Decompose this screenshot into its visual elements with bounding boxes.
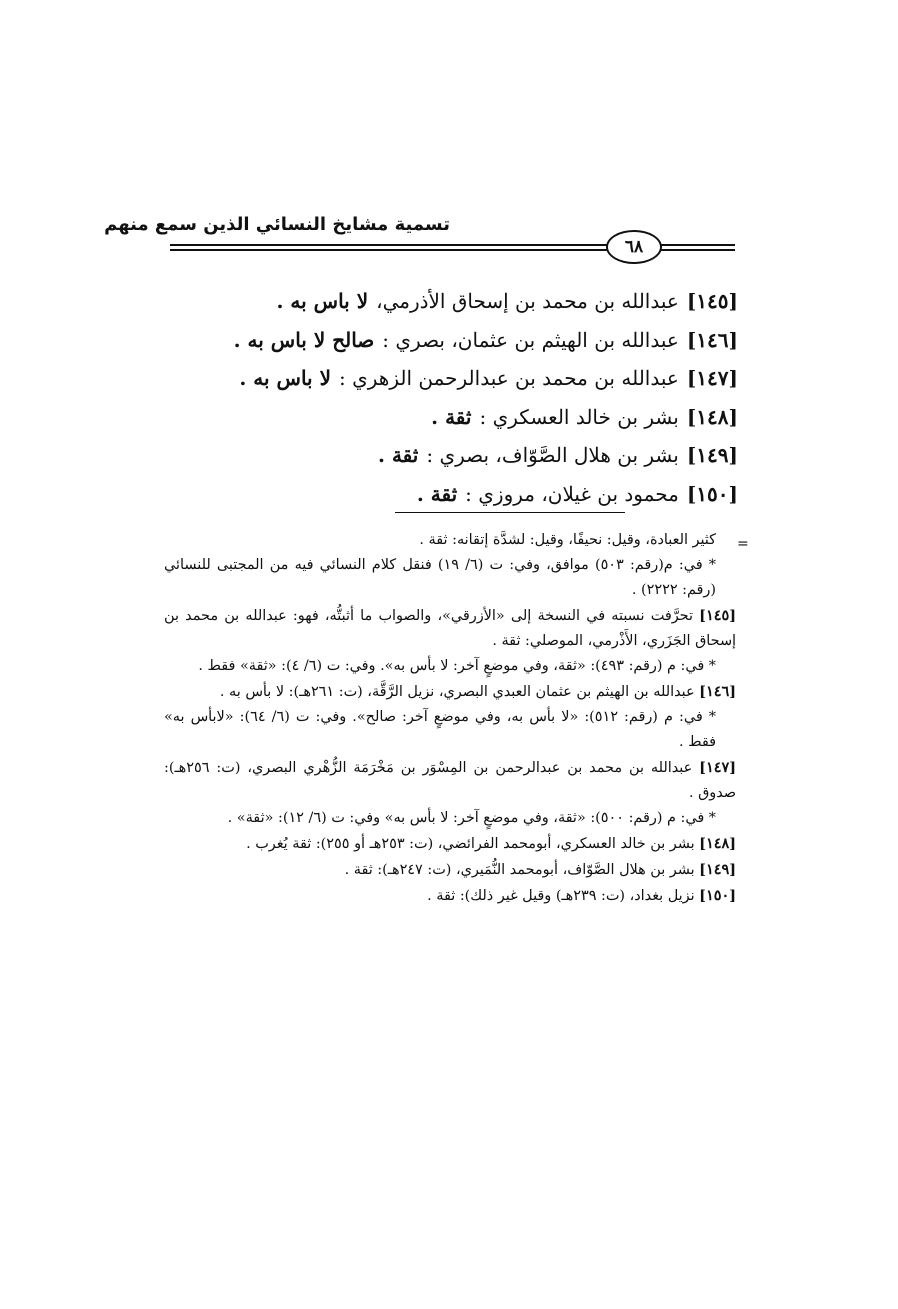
footnote-text: عبدالله بن محمد بن عبدالرحمن بن المِسْوَر بن مَخْرَمَة الزُّهْري البصري، (ت: ٢٥٦هـ): صدوق . [164, 760, 736, 801]
footnote-text: بشر بن خالد العسكري، أبومحمد الفرائضي، (ت: ٢٥٣هـ أو ٢٥٥): ثقة يُغرب . [246, 836, 695, 852]
main-entry-list [158, 282, 738, 513]
footnote-number: [١٤٩] [699, 861, 736, 878]
footnote-text: بشر بن هلال الصَّوّاف، أبومحمد النُّمَيري، (ت: ٢٤٧هـ): ثقة . [344, 862, 695, 878]
list-item [158, 475, 738, 514]
list-item [158, 436, 738, 475]
footnote-text: كثير العبادة، وقيل: نحيفًا، وقيل: لشدَّة إتقانه: ثقة . [419, 532, 716, 548]
footnote-text: نزيل بغداد، (ت: ٢٣٩هـ) وقيل غير ذلك): ثقة . [427, 888, 695, 904]
page-number: ٦٨ [606, 230, 662, 264]
entry-text: عبدالله بن محمد بن عبدالرحمن الزهري : [338, 366, 679, 390]
entry-number: [١٤٧] [686, 366, 738, 390]
entry-text: بشر بن هلال الصَّوّاف، بصري : [426, 443, 679, 467]
running-header-title: تسمية مشايخ النسائي الذين سمع منهم [104, 214, 450, 235]
footnote [164, 679, 736, 705]
entry-number: [١٥٠] [686, 481, 738, 506]
footnote-number: [١٤٨] [699, 835, 736, 852]
list-item [158, 359, 738, 398]
entry-number: [١٤٦] [686, 327, 738, 352]
entry-grade: صالح لا باس به . [233, 327, 375, 352]
footnote-number: [١٤٧] [699, 759, 736, 776]
footnote [164, 654, 736, 679]
footnote-text: تحرَّفت نسبته في النسخة إلى «الأزرقي»، والصواب ما أثبتُّه، فهو: عبدالله بن محمد بن إسحاق الجَزَري، الأَذْرمي، الموصلي: ثقة . [164, 608, 736, 649]
entry-text: بشر بن خالد العسكري : [479, 404, 679, 429]
footnote-separator [395, 512, 625, 513]
footnote-text: * في: م (رقم: ٥٠٠): «ثقة، وفي موضعٍ آخر: لا بأس به» وفي: ت (٦/ ١٢): «ثقة» . [227, 810, 716, 826]
footnote-text: * في: م (رقم: ٥١٢): «لا بأس به، وفي موضعٍ آخر: صالح». وفي: ت (٦/ ٦٤): «لابأس به» فقط . [164, 709, 716, 750]
footnote [164, 883, 736, 909]
entry-text: عبدالله بن الهيثم بن عثمان، بصري : [382, 327, 679, 352]
entry-grade: لا باس به . [276, 289, 369, 313]
footnotes [164, 528, 736, 909]
footnote [164, 831, 736, 857]
entry-grade: ثقة . [416, 481, 458, 506]
footnote [164, 806, 736, 831]
entry-number: [١٤٨] [686, 404, 738, 429]
footnote-text: عبدالله بن الهيثم بن عثمان العبدي البصري، نزيل الرَّقَّة، (ت: ٢٦١هـ): لا بأس به . [219, 684, 695, 700]
list-item [158, 398, 738, 437]
footnote-number: [١٤٥] [699, 607, 736, 624]
entry-grade: لا باس به . [239, 366, 331, 390]
footnote-number: [١٤٦] [699, 683, 736, 700]
footnote [164, 857, 736, 883]
entry-number: [١٤٩] [686, 443, 738, 467]
footnote-continuation-mark: = [737, 536, 749, 552]
entry-grade: ثقة . [431, 404, 472, 429]
footnote [164, 528, 736, 553]
footnote [164, 705, 736, 755]
entry-text: محمود بن غيلان، مروزي : [465, 481, 679, 506]
footnote [164, 553, 736, 603]
list-item [158, 321, 738, 360]
footnote-number: [١٥٠] [699, 887, 736, 904]
footnote [164, 603, 736, 654]
entry-text: عبدالله بن محمد بن إسحاق الأذرمي، [376, 289, 679, 313]
footnote-text: * في: م(رقم: ٥٠٣) موافق، وفي: ت (٦/ ١٩) فنقل كلام النسائي فيه من المجتبى للنسائي (رقم: ٢٢٢٢) . [164, 557, 716, 598]
entry-grade: ثقة . [378, 443, 419, 467]
list-item [158, 282, 738, 321]
footnote-text: * في: م (رقم: ٤٩٣): «ثقة، وفي موضعٍ آخر: لا بأس به». وفي: ت (٦/ ٤): «ثقة» فقط . [198, 658, 716, 674]
entry-number: [١٤٥] [686, 289, 738, 313]
footnote [164, 755, 736, 806]
